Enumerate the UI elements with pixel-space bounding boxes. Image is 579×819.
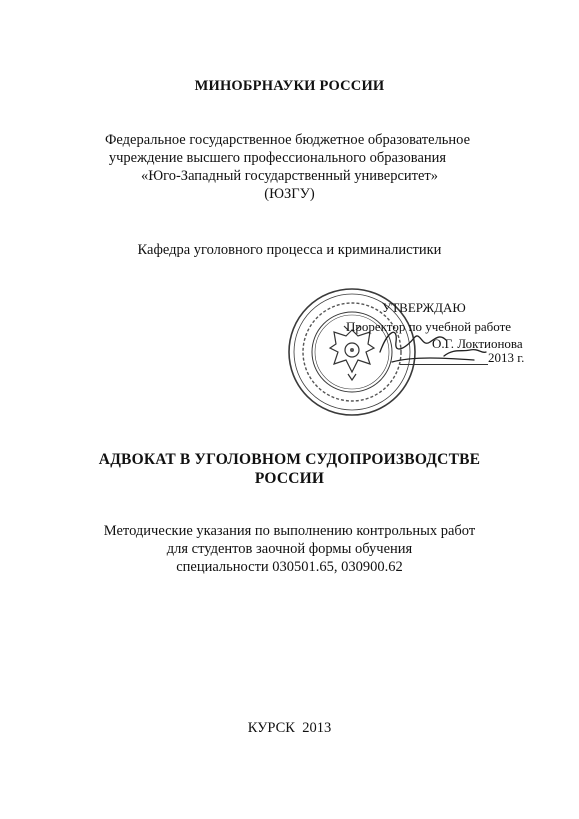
organization-abbreviation: (ЮЗГУ) [264, 186, 315, 202]
approval-date: 2013 г. [488, 350, 525, 365]
organization-line-2: учреждение высшего профессионального образования [108, 150, 447, 166]
city-year: КУРСК 2013 [247, 720, 332, 736]
document-title-line-2: РОССИИ [254, 470, 325, 487]
organization-line-1: Федеральное государственное бюджетное образовательное [104, 132, 471, 148]
signature-line [400, 364, 488, 365]
document-title-line-1: АДВОКАТ В УГОЛОВНОМ СУДОПРОИЗВОДСТВЕ [98, 451, 481, 468]
approval-label: УТВЕРЖДАЮ [382, 300, 466, 315]
description-line-2: для студентов заочной формы обучения [166, 541, 413, 557]
description-line-1: Методические указания по выполнению контрольных работ [103, 523, 476, 539]
organization-line-3: «Юго-Западный государственный университет» [140, 168, 439, 184]
approval-position: Проректор по учебной работе [346, 319, 512, 334]
description-line-3: специальности 030501.65, 030900.62 [176, 559, 403, 575]
approval-name: О.Г. Локтионова [432, 336, 523, 351]
department-name: Кафедра уголовного процесса и криминалистики [137, 242, 442, 258]
ministry-heading: МИНОБРНАУКИ РОССИИ [194, 78, 385, 94]
